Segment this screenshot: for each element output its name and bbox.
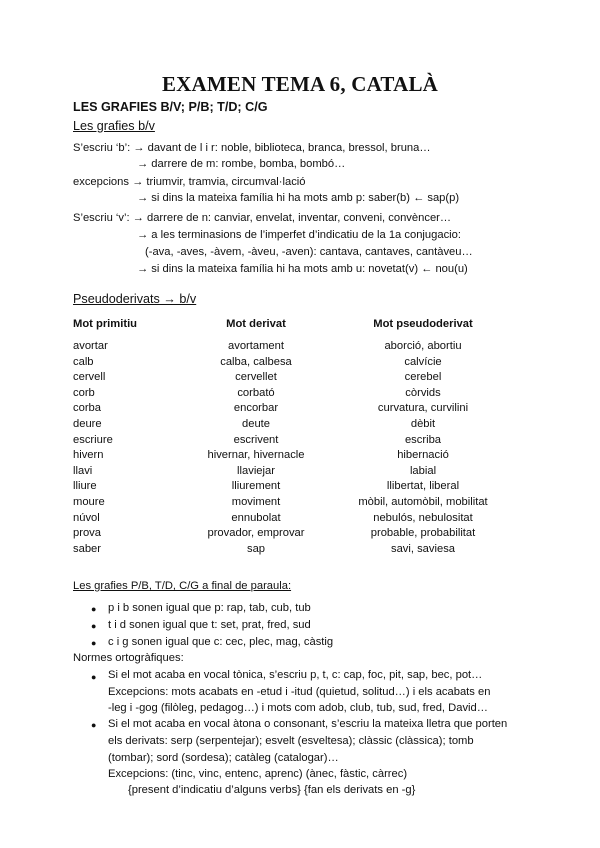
cell-derivat: lliurement [231, 480, 281, 493]
cell-pseudoderivat: nebulós, nebulositat [373, 511, 473, 524]
final-heading: Les grafies P/B, T/D, C/G a final de paraula: [73, 580, 292, 592]
table-row [0, 543, 600, 559]
section-subtitle: LES GRAFIES B/V; P/B; T/D; C/G [73, 100, 268, 114]
bullet-icon: ● [91, 604, 97, 614]
norma2-line-3: (tombar); sord (sordesa); catàleg (catalogar)… [108, 752, 339, 764]
table-row [0, 480, 600, 496]
cell-pseudoderivat: cerebel [404, 371, 442, 384]
cell-primitiu: corba [73, 402, 101, 415]
bullet-icon: ● [91, 621, 97, 631]
table-row [0, 387, 600, 403]
table-row [0, 356, 600, 372]
cell-primitiu: hivern [73, 449, 104, 462]
cell-derivat: provador, emprovar [207, 527, 305, 540]
norma1-line-2: Excepcions: mots acabats en -etud i -itud (quietud, solitud…) i els acabats en [108, 686, 491, 698]
table-row [0, 340, 600, 356]
norma2-line-1: Si el mot acaba en vocal àtona o consonant, s’escriu la mateixa lletra que porten [108, 718, 508, 730]
bullet-icon: ● [91, 720, 97, 730]
cell-primitiu: escriure [73, 433, 113, 446]
cell-pseudoderivat: labial [409, 464, 437, 477]
page-title: EXAMEN TEMA 6, CATALÀ [161, 72, 439, 96]
cell-derivat: llaviejar [237, 464, 275, 477]
cell-primitiu: prova [73, 527, 101, 540]
bullet-icon: ● [91, 672, 97, 682]
table-row [0, 449, 600, 465]
cell-derivat: escrivent [233, 433, 279, 446]
cell-primitiu: moure [73, 496, 105, 508]
cell-pseudoderivat: hibernació [397, 449, 449, 462]
cell-pseudoderivat: calvície [404, 355, 442, 368]
bv-line-2: → darrere de m: rombe, bomba, bombó… [137, 158, 346, 170]
bv-line-1: S’escriu ‘b’: → davant de l i r: noble, biblioteca, branca, bressol, bruna… [73, 142, 431, 154]
col-header-primitiu: Mot primitiu [73, 318, 138, 330]
cell-primitiu: deure [73, 418, 102, 430]
cell-derivat: hivernar, hivernacle [207, 449, 305, 462]
norma2-line-4: Excepcions: (tinc, vinc, entenc, aprenc) (ànec, fàstic, càrrec) [108, 768, 408, 780]
cell-pseudoderivat: curvatura, curvilini [377, 402, 469, 415]
table-row [0, 496, 600, 512]
table-row [0, 402, 600, 418]
bv-line-6: → a les terminasions de l’imperfet d’indicatiu de la 1a conjugacio: [137, 229, 461, 241]
cell-derivat: corbató [237, 386, 275, 399]
cell-derivat: cervellet [235, 371, 277, 384]
bv-heading: Les grafies b/v [73, 119, 155, 133]
col-header-derivat: Mot derivat [226, 318, 286, 330]
cell-pseudoderivat: mòbil, automòbil, mobilitat [358, 496, 488, 508]
cell-derivat: deute [242, 418, 270, 430]
bv-line-3: excepcions → triumvir, tramvia, circumval·lació [73, 176, 306, 188]
col-header-pseudoderivat: Mot pseudoderivat [373, 318, 473, 330]
cell-derivat: moviment [231, 496, 281, 508]
pseudo-heading: Pseudoderivats → b/v [73, 292, 197, 306]
bullet-item-2: t i d sonen igual que t: set, prat, fred, sud [108, 619, 311, 631]
bullet-item-1: p i b sonen igual que p: rap, tab, cub, tub [108, 602, 311, 614]
bv-line-5: S’escriu ‘v’: → darrere de n: canviar, envelat, inventar, conveni, convèncer… [73, 212, 452, 224]
cell-derivat: encorbar [233, 402, 279, 415]
cell-pseudoderivat: còrvids [405, 386, 441, 399]
cell-pseudoderivat: escriba [404, 433, 442, 446]
bullet-item-3: c i g sonen igual que c: cec, plec, mag, càstig [108, 636, 334, 648]
cell-primitiu: lliure [73, 480, 97, 493]
bv-line-4: → si dins la mateixa família hi ha mots amb p: saber(b) ← sap(p) [137, 192, 460, 204]
cell-primitiu: cervell [73, 371, 106, 384]
cell-pseudoderivat: probable, probabilitat [370, 527, 476, 540]
norma2-line-2: els derivats: serp (serpentejar); esvelt (esveltesa); clàssic (clàssica); tomb [108, 735, 474, 747]
cell-derivat: avortament [228, 340, 284, 352]
table-row [0, 434, 600, 450]
cell-primitiu: calb [73, 355, 94, 368]
table-row [0, 465, 600, 481]
table-row [0, 527, 600, 543]
cell-derivat: calba, calbesa [220, 355, 292, 368]
cell-primitiu: avortar [73, 340, 108, 352]
pseudo-table-header [0, 318, 600, 334]
cell-primitiu: corb [73, 386, 95, 399]
cell-primitiu: núvol [73, 511, 100, 524]
cell-primitiu: saber [73, 542, 101, 555]
norma2-line-5: {present d’indicatiu d’alguns verbs} {fan els derivats en -g} [128, 784, 416, 796]
bv-line-8: → si dins la mateixa família hi ha mots amb u: novetat(v) ← nou(u) [137, 263, 468, 275]
cell-derivat: ennubolat [231, 511, 281, 524]
cell-pseudoderivat: llibertat, liberal [386, 480, 460, 493]
table-row [0, 512, 600, 528]
normes-label: Normes ortogràfiques: [73, 652, 184, 664]
norma1-line-3: -leg i -gog (filòleg, pedagog…) i mots com adob, club, tub, sud, fred, David… [108, 702, 488, 714]
cell-primitiu: llavi [73, 464, 93, 477]
norma1-line-1: Si el mot acaba en vocal tònica, s’escriu p, t, c: cap, foc, pit, sap, bec, pot… [108, 669, 483, 681]
table-row [0, 418, 600, 434]
table-row [0, 371, 600, 387]
cell-pseudoderivat: aborció, abortiu [384, 340, 462, 352]
bullet-icon: ● [91, 638, 97, 648]
bv-line-7: (-ava, -aves, -àvem, -àveu, -aven): cantava, cantaves, cantàveu… [145, 246, 473, 258]
cell-derivat: sap [246, 542, 266, 555]
cell-pseudoderivat: savi, saviesa [390, 542, 456, 555]
cell-pseudoderivat: dèbit [410, 418, 436, 430]
